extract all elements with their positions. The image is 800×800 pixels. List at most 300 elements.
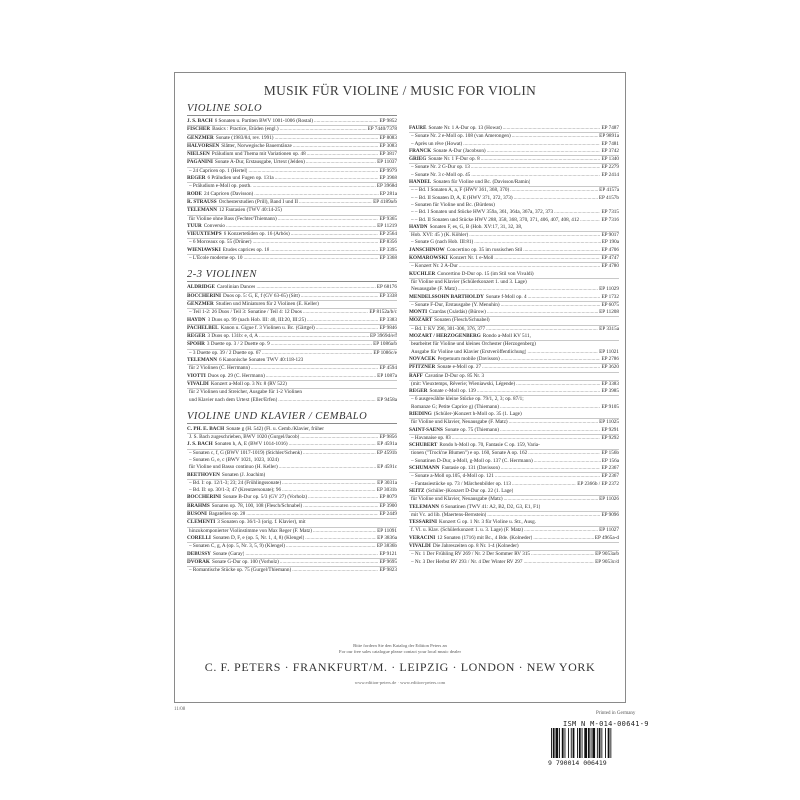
leader-dots bbox=[305, 535, 376, 542]
leader-dots bbox=[226, 223, 376, 230]
edition-number: EP 3395 bbox=[379, 246, 397, 253]
composer-name: PFITZNER bbox=[409, 364, 436, 371]
work-title: – Romantische Stücke op. 75 (Gurgel/Thiemann) bbox=[189, 567, 292, 574]
leader-dots bbox=[500, 404, 600, 411]
edition-number: EP 7315 bbox=[601, 209, 619, 216]
work-title: – Konzert Nr. 2 A-Dur bbox=[411, 263, 458, 270]
edition-number: EP 3083 bbox=[379, 142, 397, 149]
composer-name: VIOTTI bbox=[187, 372, 206, 379]
work-title: Sonate g (H. 542) (Fl. u. Cemb./Klavier, früher bbox=[226, 425, 324, 432]
work-title: 12 Fantasien (TWV 40:14-25) bbox=[218, 207, 282, 214]
barcode-bar bbox=[610, 728, 611, 758]
catalog-entry bbox=[187, 309, 397, 316]
edition-number: EP 4747 bbox=[601, 255, 619, 262]
work-title: 6 Kanonische Sonaten TWV 40:118-123 bbox=[218, 357, 304, 364]
edition-number: EP 3031b bbox=[376, 487, 397, 494]
work-title: Ausgabe für Violine und Klavier (Erstveröffentlichung) bbox=[411, 348, 527, 355]
composer-name: RAFF bbox=[409, 372, 423, 379]
edition-number: EP 6075 bbox=[601, 301, 619, 308]
barcode-bar bbox=[565, 728, 566, 758]
work-title: – Sonate Nr. 3 c-Moll op. 45 bbox=[411, 171, 471, 178]
edition-number: EP 3315a bbox=[599, 325, 619, 332]
work-title: Romanze G; Petite Caprice g) (Thiemann) bbox=[411, 403, 500, 410]
edition-number: EP 9695 bbox=[379, 558, 397, 565]
catalog-entry bbox=[409, 125, 619, 133]
work-title: Sonate e-Moll op. 27 bbox=[437, 364, 482, 371]
leader-dots bbox=[306, 159, 376, 166]
catalog-entry bbox=[187, 168, 397, 175]
catalog-entry bbox=[409, 271, 619, 279]
leader-dots bbox=[509, 419, 598, 426]
catalog-entry bbox=[187, 223, 397, 231]
work-title: Sonate Nr. 1 F-Dur op. 8 bbox=[428, 156, 480, 163]
edition-number: EP 2367 bbox=[601, 465, 619, 472]
catalog-entry bbox=[409, 309, 619, 317]
composer-name: J. S. BACH bbox=[187, 441, 213, 448]
leader-dots bbox=[512, 481, 576, 488]
leader-dots bbox=[459, 263, 601, 270]
edition-number: EP 4965a-d bbox=[594, 534, 619, 541]
catalog-entry bbox=[187, 231, 397, 239]
composer-name: MONTI bbox=[409, 309, 428, 316]
composer-name: BRAHMS bbox=[187, 502, 210, 509]
leader-dots bbox=[313, 528, 376, 535]
catalog-entry bbox=[409, 356, 619, 364]
catalog-entry bbox=[409, 519, 619, 527]
catalog-entry bbox=[187, 216, 397, 223]
catalog-entry bbox=[409, 179, 619, 187]
catalog-entry bbox=[409, 373, 619, 381]
composer-name: VERACINI bbox=[409, 534, 436, 541]
leader-dots bbox=[501, 465, 601, 472]
edition-number: EP 9891a bbox=[599, 133, 619, 140]
edition-number: EP 4591c bbox=[377, 464, 397, 471]
catalog-entry bbox=[409, 411, 619, 419]
edition-number: EP 9017 bbox=[601, 232, 619, 239]
edition-number: EP 1340 bbox=[601, 156, 619, 163]
work-title: für 2 Violinen (C. Herrmann) bbox=[189, 365, 250, 372]
composer-name: BOCCHERINI bbox=[187, 494, 222, 501]
work-title: Studien und Miniaturen für 2 Violinen (E. Keller) bbox=[215, 300, 319, 307]
catalog-entry bbox=[409, 396, 619, 403]
work-title: (mit: Vieuxtemps, Rêverie; Wieniawski, Légende) bbox=[411, 380, 516, 387]
edition-number: EP 4157b bbox=[598, 194, 619, 201]
catalog-entry bbox=[409, 333, 619, 341]
publisher-websites: www.edition-peters.de · www.edition-peters.com bbox=[354, 680, 446, 685]
catalog-entry bbox=[187, 503, 397, 511]
edition-number: EP 9365 bbox=[379, 215, 397, 222]
catalog-entry bbox=[187, 239, 397, 246]
work-title: Carolinian Dances bbox=[216, 284, 256, 291]
catalog-entry bbox=[409, 232, 619, 239]
work-title: – Sonate F-Dur, Erstausgabe (Y. Menuhin) bbox=[411, 301, 500, 308]
catalog-entry bbox=[409, 202, 619, 209]
work-title: – Fantasiestücke op. 73 / Märchenbilder op. 113 bbox=[411, 480, 511, 487]
edition-number: EP 4591a bbox=[377, 441, 397, 448]
leader-dots bbox=[280, 126, 367, 133]
catalog-entry bbox=[187, 159, 397, 167]
leader-dots bbox=[275, 135, 379, 142]
catalog-entry bbox=[187, 457, 397, 464]
leader-dots bbox=[501, 356, 601, 363]
leader-dots bbox=[512, 133, 598, 140]
work-title: Sonate (Garay) bbox=[212, 550, 245, 557]
edition-number: EP 7481 bbox=[601, 140, 619, 147]
leader-dots bbox=[528, 294, 601, 301]
work-title: Fantasie op. 131 (Davisson) bbox=[441, 465, 500, 472]
catalog-entry bbox=[409, 255, 619, 263]
catalog-entry bbox=[187, 247, 397, 255]
composer-name: TÜÜR bbox=[187, 222, 202, 229]
edition-number: EP 9053c/d bbox=[595, 558, 619, 565]
work-title: Conversio bbox=[203, 222, 226, 229]
edition-number: EP 9846 bbox=[379, 324, 397, 331]
edition-number: EP 11025 bbox=[599, 419, 619, 426]
edition-number: EP 1086c/e bbox=[373, 349, 397, 356]
catalog-entry bbox=[409, 465, 619, 473]
barcode-bar bbox=[592, 728, 595, 758]
leader-dots bbox=[554, 209, 600, 216]
edition-number: EP 281a bbox=[379, 190, 397, 197]
catalog-entry bbox=[187, 301, 397, 309]
barcode-icon bbox=[550, 728, 630, 758]
barcode-bar bbox=[601, 728, 602, 758]
catalog-entry bbox=[187, 135, 397, 143]
edition-number: EP 11021 bbox=[599, 348, 619, 355]
work-title: 6 Sonaten u. Partiten BWV 1001-1006 (Rostal) bbox=[214, 118, 313, 124]
barcode-bar bbox=[577, 728, 578, 758]
leader-dots bbox=[299, 199, 372, 206]
edition-number: EP 4706 bbox=[601, 246, 619, 253]
leader-dots bbox=[303, 450, 376, 457]
composer-name: SAINT-SAËNS bbox=[409, 426, 443, 433]
catalog-entry bbox=[409, 326, 619, 333]
edition-number: EP 68176 bbox=[376, 284, 397, 291]
footer-note-de: Bitte fordern Sie den Katalog der Edition Peters an bbox=[353, 643, 447, 648]
barcode-bar bbox=[553, 728, 555, 758]
composer-name: SCHUMANN bbox=[409, 465, 440, 472]
work-title: – Bd. I: op. 12/1-3; 23; 24 (Frühlingssonate) bbox=[189, 479, 282, 486]
work-title: – 24 Capricen op. 1 (Hertel) bbox=[189, 167, 248, 174]
composer-name: DEBUSSY bbox=[187, 550, 211, 557]
work-title: – Teil 1-2: 26 Duos / Teil 3: Sonatine / Teil 4: 12 Duos bbox=[189, 309, 302, 316]
edition-number: EP 2279 bbox=[601, 164, 619, 171]
catalog-entry bbox=[187, 325, 397, 333]
catalog-entry bbox=[187, 434, 397, 441]
catalog-entry bbox=[409, 442, 619, 450]
catalog-entry bbox=[187, 535, 397, 543]
work-title: 6 Sonatinen (TWV 41: A2, B2, D2, G3, E1, F1) bbox=[440, 503, 541, 510]
catalog-entry bbox=[187, 341, 397, 349]
catalog-entry bbox=[409, 164, 619, 171]
work-title: – Sonate Nr. 2 e-Moll op. 108 (van Amerongen) bbox=[411, 133, 511, 140]
catalog-entry bbox=[187, 199, 397, 207]
work-title: Sonate A-Dur (Jacobson) bbox=[433, 147, 486, 154]
composer-name: FRANCK bbox=[409, 147, 432, 154]
catalog-entry bbox=[409, 458, 619, 465]
work-title: Sonaten h, A, E (BWV 1014-1016) bbox=[214, 441, 288, 448]
leader-dots bbox=[471, 164, 601, 171]
work-title: Sonate c-Moll op. 139 bbox=[429, 388, 476, 395]
work-title: für Violine und Klavier (Schülerkonzert 1. und 3. Lage) bbox=[411, 278, 527, 285]
work-title: Konzert Nr. 1 e-Moll bbox=[449, 255, 494, 262]
work-title: für Violine ohne Bass (Fechter/Thiemann) bbox=[189, 215, 277, 222]
edition-number: EP 3620 bbox=[601, 364, 619, 371]
leader-dots bbox=[523, 247, 600, 254]
composer-name: KÜCHLER bbox=[409, 270, 436, 277]
leader-dots bbox=[487, 512, 600, 519]
work-title: Concertino op. 35 im russischen Stil bbox=[446, 246, 523, 253]
catalog-entry bbox=[409, 450, 619, 457]
barcode-bar bbox=[568, 728, 569, 758]
composer-name: GENZMER bbox=[187, 134, 214, 141]
composer-name: REGER bbox=[187, 175, 206, 182]
page-title: MUSIK FÜR VIOLINE / MUSIC FOR VIOLIN bbox=[263, 83, 537, 98]
leader-dots bbox=[266, 373, 376, 380]
leader-dots bbox=[481, 156, 601, 163]
barcode-bar bbox=[605, 728, 606, 758]
catalog-entry bbox=[187, 389, 397, 396]
leader-dots bbox=[275, 175, 379, 182]
work-title: – Havanaise op. 83 bbox=[411, 434, 451, 441]
leader-dots bbox=[293, 143, 379, 150]
barcode-bar bbox=[584, 728, 587, 758]
catalog-entry bbox=[409, 148, 619, 156]
leader-dots bbox=[471, 172, 600, 179]
composer-name: VIVALDI bbox=[187, 380, 209, 387]
edition-number: EP 8079 bbox=[379, 494, 397, 501]
catalog-entry bbox=[187, 543, 397, 550]
catalog-entry bbox=[187, 333, 397, 341]
catalog-entry bbox=[187, 426, 397, 434]
edition-number: EP 3836a bbox=[377, 534, 397, 541]
leader-dots bbox=[286, 543, 376, 550]
work-title: Sonate f-Moll op. 4 bbox=[485, 293, 527, 300]
work-title: – Sonate a-Moll op.105, d-Moll op. 121 bbox=[411, 473, 494, 480]
work-title: (Schüler-)Konzert h-Moll op. 35 (1. Lage) bbox=[433, 410, 522, 417]
work-title: hinzukomponierter Violinstimme von Max Reger (F. Matz) bbox=[189, 527, 312, 534]
composer-name: FISCHER bbox=[187, 126, 211, 133]
composer-name: BEETHOVEN bbox=[187, 471, 220, 478]
composer-name: RIEDING bbox=[409, 410, 432, 417]
work-title: Sonate (1983/84, rev. 1991) bbox=[215, 134, 274, 141]
work-title: Die Jahreszeiten op. 8 Nr. 1-4 (Kolneder) bbox=[432, 543, 519, 550]
edition-number: EP 4189a/b bbox=[373, 198, 397, 205]
catalog-entry bbox=[409, 217, 619, 224]
catalog-section bbox=[187, 103, 397, 262]
leader-dots bbox=[516, 381, 600, 388]
edition-number: EP 4780 bbox=[601, 263, 619, 270]
catalog-entry bbox=[187, 350, 397, 357]
edition-number: EP 9053a/b bbox=[595, 551, 619, 558]
edition-number: EP 9458a bbox=[377, 396, 397, 403]
composer-name: BUSONI bbox=[187, 511, 207, 518]
leader-dots bbox=[251, 365, 379, 372]
composer-name: CORELLI bbox=[187, 534, 211, 541]
edition-number: EP 3900 bbox=[379, 502, 397, 509]
edition-number: EP 11027 bbox=[599, 527, 619, 534]
barcode-digits: 9 790014 006419 bbox=[548, 759, 607, 767]
catalog-entry bbox=[409, 381, 619, 388]
composer-name: REGER bbox=[187, 333, 206, 340]
catalog-entry bbox=[187, 567, 397, 574]
work-title: Czardas (Csárdás) (Bürow) bbox=[429, 309, 486, 316]
work-title: – Sonaten C, g, A (op. 5, Nr. 3, 5, 9) (Klengel) bbox=[189, 543, 285, 550]
work-title: und Klavier nach dem Urtext (Eller/Erfen) bbox=[189, 396, 278, 403]
work-title: 3 Sonaten op. 36/1-3 (orig. f. Klavier), mit bbox=[217, 519, 306, 526]
catalog-entry bbox=[409, 156, 619, 164]
leader-dots bbox=[292, 567, 378, 574]
barcode-bar bbox=[573, 728, 575, 758]
edition-number: EP 9852 bbox=[379, 118, 397, 124]
edition-number: EP 1087a bbox=[377, 372, 397, 379]
work-title: Concertino D-Dur op. 15 (im Stil von Vivaldi) bbox=[437, 270, 534, 277]
work-title: Perpetuum mobile (Davisson) bbox=[437, 355, 500, 362]
catalog-entry bbox=[409, 496, 619, 503]
catalog-entry bbox=[409, 187, 619, 194]
leader-dots bbox=[458, 286, 598, 293]
work-title: Konzert a-Moll op. 3 Nr. 8 (RV 522) bbox=[210, 380, 287, 387]
leader-dots bbox=[279, 464, 376, 471]
work-title: – Bd. II: op. 30/1-3; 47 (Kreutzersonate); 96 bbox=[189, 487, 282, 494]
composer-name: NOVÁČEK bbox=[409, 355, 436, 362]
barcode-bar bbox=[571, 728, 572, 758]
catalog-entry bbox=[409, 294, 619, 302]
work-title: – 6 ausgewählte kleine Stücke op. 79/1, 2, 3; op. 87/1; bbox=[411, 396, 524, 403]
catalog-entry bbox=[409, 527, 619, 534]
work-title: – Sonate G (nach Hob. III:81) bbox=[411, 239, 474, 246]
leader-dots bbox=[307, 151, 379, 158]
catalog-entry bbox=[409, 404, 619, 411]
work-title: – Bd. I: KV 296, 301-306, 376, 377 bbox=[411, 325, 486, 332]
catalog-entry bbox=[409, 364, 619, 372]
work-title: tionen ("Trock'ne Blumen") e op. 160, Sonate A op. 162 bbox=[411, 450, 528, 457]
catalog-entry bbox=[187, 559, 397, 567]
leader-dots bbox=[308, 494, 378, 501]
edition-number: EP 3383 bbox=[379, 316, 397, 323]
section-heading: 2-3 VIOLINEN bbox=[187, 269, 397, 282]
edition-number: EP 8083 bbox=[379, 134, 397, 141]
leader-dots bbox=[316, 325, 379, 332]
leader-dots bbox=[244, 255, 379, 262]
catalog-section bbox=[187, 269, 397, 403]
catalog-entry bbox=[409, 504, 619, 512]
composer-name: HAYDN bbox=[187, 316, 206, 323]
work-title: 6 Konzertetüden op. 16 (Arbós) bbox=[223, 231, 290, 238]
edition-number: EP 3031a bbox=[377, 479, 397, 486]
edition-number: EP 7440/7378 bbox=[367, 126, 397, 133]
catalog-entry bbox=[187, 151, 397, 159]
catalog-entry bbox=[409, 419, 619, 426]
work-title: Cavatine D-Dur op. 85 Nr. 3 bbox=[424, 372, 485, 379]
leader-dots bbox=[307, 317, 379, 324]
leader-dots bbox=[254, 191, 378, 198]
leader-dots bbox=[280, 559, 379, 566]
composer-name: PAGANINI bbox=[187, 159, 213, 166]
edition-number: EP 7316 bbox=[601, 216, 619, 223]
composer-name: JANSCHINOW bbox=[409, 246, 445, 253]
work-title: mit Vc. ad lib. (Maertens-Bernstein) bbox=[411, 511, 487, 518]
edition-number: EP 9856 bbox=[379, 434, 397, 441]
work-title: – 6 Morceaux op. 55 (Drüner) bbox=[189, 239, 252, 246]
work-title: Slåtter, Norwegische Bauerntänze bbox=[221, 142, 292, 149]
leader-dots bbox=[314, 118, 378, 125]
edition-number: EP 156b bbox=[601, 450, 619, 457]
leader-dots bbox=[303, 309, 368, 316]
work-title: Kanon u. Gigue f. 3 Violinen u. Bc. (Gärtgel) bbox=[220, 324, 315, 331]
work-title: – 3 Duette op. 39 / 2 Duette op. 67 bbox=[189, 349, 261, 356]
edition-number: EP 2414 bbox=[601, 171, 619, 178]
edition-number: EP 2366b / EP 2372 bbox=[577, 480, 619, 487]
leader-dots bbox=[527, 349, 598, 356]
composer-name: BOCCHERINI bbox=[187, 292, 222, 299]
leader-dots bbox=[477, 388, 601, 395]
work-title: – Après un rêve (Howat) bbox=[411, 140, 463, 147]
edition-number: EP 3368 bbox=[379, 255, 397, 262]
edition-number: EP 1732 bbox=[601, 293, 619, 300]
composer-name: C. PH. E. BACH bbox=[187, 425, 225, 432]
leader-dots bbox=[245, 551, 378, 558]
barcode-bar bbox=[556, 728, 559, 758]
leader-dots bbox=[531, 551, 594, 558]
edition-number: EP 9121 bbox=[379, 550, 397, 557]
composer-name: RODE bbox=[187, 190, 202, 197]
work-title: Sonaten D, F, e (op. 5, Nr. 1, 4, 8) (Klengel) bbox=[212, 534, 305, 541]
leader-dots bbox=[500, 427, 600, 434]
leader-dots bbox=[452, 435, 601, 442]
edition-number: EP 2449 bbox=[379, 511, 397, 518]
left-column bbox=[187, 103, 397, 581]
work-title: – – Bd. II Sonaten D, A, E (HWV 371, 372, 373) bbox=[411, 194, 513, 201]
catalog-entry bbox=[187, 441, 397, 449]
leader-dots bbox=[253, 239, 379, 246]
edition-number: EP 9979 bbox=[379, 167, 397, 174]
composer-name: VIVALDI bbox=[409, 543, 431, 550]
leader-dots bbox=[482, 364, 600, 371]
edition-number: EP 9292 bbox=[601, 434, 619, 441]
edition-number: EP 11029 bbox=[599, 286, 619, 293]
catalog-entry bbox=[409, 263, 619, 270]
catalog-entry bbox=[187, 494, 397, 502]
work-title: Präludium und Thema mit Variationen op. 48 bbox=[211, 151, 306, 158]
work-title: Basics : Practice, Etüden (engl.) bbox=[212, 126, 279, 133]
leader-dots bbox=[301, 293, 379, 300]
leader-dots bbox=[271, 341, 372, 348]
edition-number: EP 9823 bbox=[379, 567, 397, 574]
work-title: Duos op. 29 (C. Herrmann) bbox=[207, 372, 265, 379]
edition-number: EP 2564 bbox=[379, 231, 397, 238]
catalog-entry bbox=[409, 388, 619, 396]
catalog-entry bbox=[409, 435, 619, 442]
barcode-bar bbox=[588, 728, 590, 758]
composer-name: TELEMANN bbox=[187, 207, 217, 214]
catalog-entry bbox=[187, 143, 397, 151]
catalog-entry bbox=[409, 488, 619, 496]
footer-note-en: For our free sales catalogue please contact your local music dealer bbox=[339, 649, 461, 654]
work-title: – Sonaten für Violine und Bc. (Bürdens) bbox=[411, 201, 495, 208]
work-title: Sonaten F, es, G, B (Hob. XV:17, 31, 32, 38, bbox=[429, 223, 523, 230]
leader-dots bbox=[256, 284, 375, 291]
catalog-entry bbox=[409, 535, 619, 543]
catalog-entry bbox=[187, 207, 397, 215]
catalog-entry bbox=[409, 349, 619, 356]
composer-name: SEITZ bbox=[409, 487, 425, 494]
catalog-entry bbox=[409, 209, 619, 216]
leader-dots bbox=[282, 480, 376, 487]
barcode-bar bbox=[599, 728, 601, 758]
work-title: Sonaten op. 78, 100, 108 (Flesch/Schnabel) bbox=[211, 502, 303, 509]
catalog-entry bbox=[187, 464, 397, 471]
